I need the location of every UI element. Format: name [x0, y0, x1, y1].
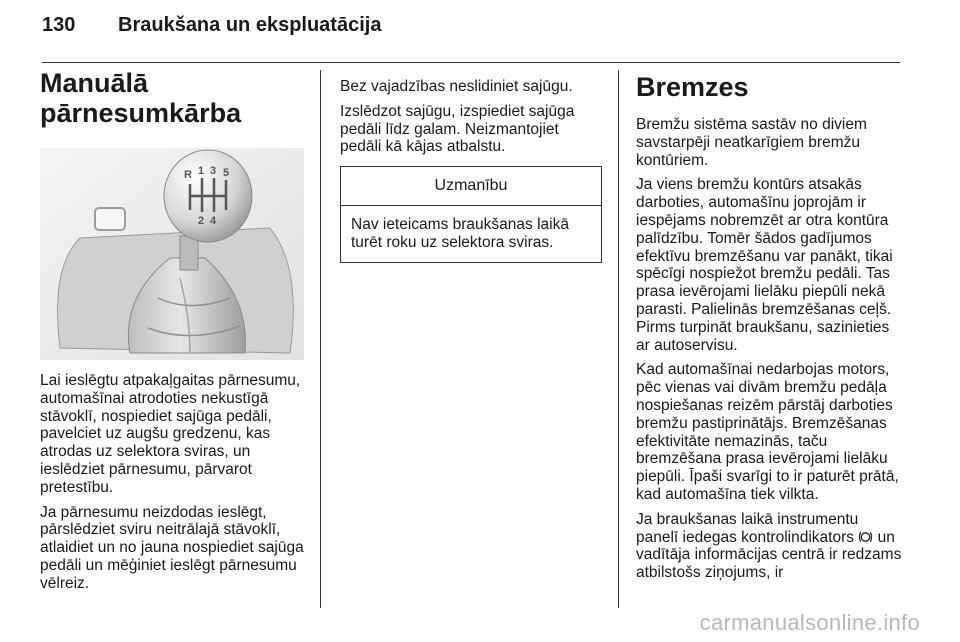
column-divider-2	[618, 70, 619, 608]
column-manual-gearbox	[40, 68, 304, 600]
brake-lamp-text-after: un vadītāja informācijas centrā ir redzams atbilstošs ziņojums, ir	[636, 528, 902, 582]
heading-line-2: pārnesumkārba	[40, 98, 242, 128]
paragraph-reverse-gear: Lai ieslēgtu atpakaļgaitas pārnesumu, automašīnai atrodoties nekustīgā stāvoklī, nospiediet sajūga pedāli, pavelciet uz augšu gredzenu, kas atrodas uz selektora sviras, un ieslēdziet pārnesumu, pārvarot pretestību.	[40, 372, 301, 496]
page-header	[42, 14, 902, 44]
paragraph-brake-circuits: Bremžu sistēma sastāv no diviem savstarpēji neatkarīgiem bremžu kontūriem.	[636, 116, 867, 169]
page-number: 130	[42, 14, 76, 36]
warning-title: Uzmanību	[341, 167, 601, 206]
paragraph-clutch-slip: Bez vajadzības neslidiniet sajūgu.	[340, 78, 573, 95]
brake-warning-lamp-icon	[858, 530, 873, 544]
watermark: carmanualsonline.info	[699, 610, 920, 635]
column-brakes	[636, 72, 904, 589]
knob-label-2: 2	[198, 215, 205, 227]
brake-lamp-text-before: Ja braukšanas laikā instrumentu panelī iedegas kontrolindikators	[636, 510, 859, 546]
knob-label-r: R	[184, 169, 192, 181]
knob-label-4: 4	[210, 215, 217, 227]
knob-label-3: 3	[210, 165, 217, 177]
section-heading-brakes: Bremzes	[636, 72, 749, 102]
header-rule	[42, 62, 900, 63]
knob-label-1: 1	[198, 165, 205, 177]
chapter-title: Braukšana un ekspluatācija	[118, 14, 382, 36]
warning-box	[340, 166, 602, 262]
gear-knob-figure-svg	[40, 148, 304, 360]
paragraph-engine-off-braking: Kad automašīnai nedarbojas motors, pēc vienas vai divām bremžu pedāļa nospiešanas reizēm pārstāj darboties bremžu pastiprinātājs. Bremzēšanas efektivitāte nemazinās, taču bremzēšana prasa ievērojami lielāku piepūli. Īpaši svarīgi to ir paturēt prātā, kad automašīna tiek vilkta.	[636, 361, 899, 503]
column-divider-1	[320, 70, 321, 608]
heading-line-1: Manuālā	[40, 68, 149, 98]
warning-text: Nav ieteicams braukšanas laikā turēt roku uz selektora sviras.	[351, 215, 569, 251]
section-heading-manual-gearbox	[40, 68, 304, 128]
gear-shift-knob-illustration	[40, 148, 304, 360]
column-clutch	[340, 78, 602, 263]
paragraph-gear-engage-retry: Ja pārnesumu neizdodas ieslēgt, pārslēdziet sviru neitrālajā stāvoklī, atlaidiet un no jauna nospiediet sajūga pedāli un mēģiniet ieslēgt pārnesumu vēlreiz.	[40, 503, 304, 592]
paragraph-clutch-pedal: Izslēdzot sajūgu, izspiediet sajūga pedāli līdz galam. Neizmantojiet pedāli kā kājas atbalstu.	[340, 102, 575, 156]
paragraph-brake-warning-lamp	[636, 511, 904, 582]
knob-label-5: 5	[223, 167, 230, 179]
paragraph-brake-circuit-failure: Ja viens bremžu kontūrs atsakās darboties, automašīnu joprojām ir iespējams nobremzēt ar otra kontūra palīdzību. Tomēr šādos gadījumos efektīvu bremzēšanu var panākt, tikai spēcīgi nospiežot bremžu pedāli. Tas prasa ievērojami lielāku piepūli nekā parasti. Palielinās bremzēšanas ceļš. Pirms turpināt braukšanu, sazinieties ar autoservisu.	[636, 176, 893, 354]
